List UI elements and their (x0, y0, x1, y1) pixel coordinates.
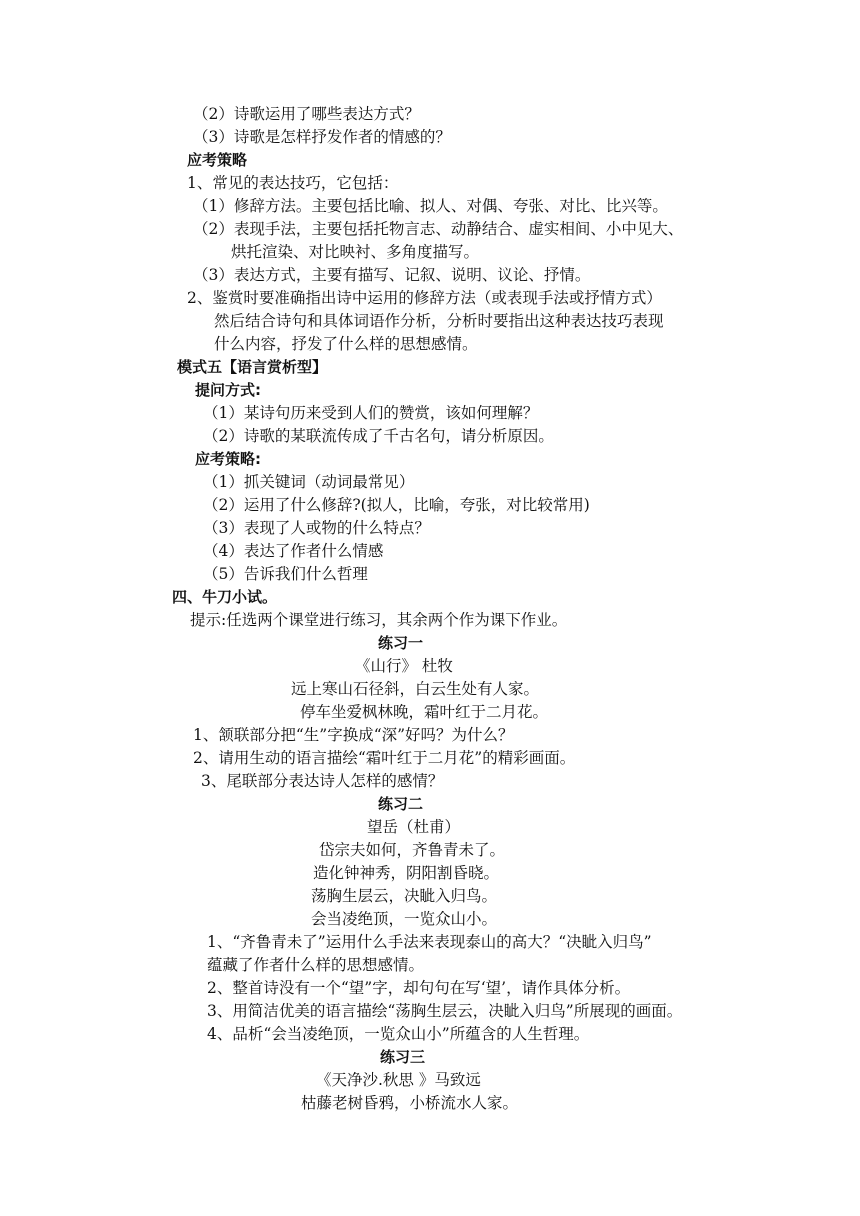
exercise-two-poem-line-2: 造化钟神秀，阴阳割昏晓。 (313, 864, 500, 882)
exercise-two-poem-title: 望岳（杜甫） (367, 818, 461, 836)
strategy2-item-4: （4）表达了作者什么情感 (203, 542, 384, 560)
exercise-two-question-2: 2、整首诗没有一个“望”字，却句句在写‘望’，请作具体分析。 (207, 979, 631, 997)
exercise-one-question-2: 2、请用生动的语言描绘“霜叶红于二月花”的精彩画面。 (193, 749, 576, 767)
practice-hint: 提示:任选两个课堂进行练习，其余两个作为课下作业。 (190, 611, 568, 629)
exercise-one-poem-line-2: 停车坐爱枫林晚，霜叶红于二月花。 (300, 703, 549, 721)
strategy-subitem-techniques-cont: 烘托渲染、对比映衬、多角度描写。 (231, 243, 480, 261)
exercise-one-poem-title: 《山行》 杜牧 (355, 657, 453, 675)
strategy2-item-5: （5）告诉我们什么哲理 (203, 565, 368, 583)
exercise-one-poem-line-1: 远上寒山石径斜，白云生处有人家。 (291, 680, 540, 698)
exercise-one-question-1: 1、颔联部分把“生”字换成“深”好吗？为什么？ (193, 726, 514, 744)
question-method-item-1: （1）某诗句历来受到人们的赞赏，该如何理解？ (203, 404, 539, 422)
strategy-subitem-techniques: （2）表现手法，主要包括托物言志、动静结合、虚实相间、小中见大、 (193, 220, 684, 238)
exercise-two-question-3: 3、用简洁优美的语言描绘“荡胸生层云，决眦入归鸟”所展现的画面。 (207, 1002, 683, 1020)
strategy2-item-2: （2）运用了什么修辞?(拟人，比喻，夸张，对比较常用) (203, 496, 590, 514)
question-method-heading: 提问方式: (195, 381, 261, 399)
exercise-two-poem-line-4: 会当凌绝顶，一览众山小。 (311, 910, 498, 928)
strategy-item-2-cont-a: 然后结合诗句和具体词语作分析，分析时要指出这种表达技巧表现 (214, 312, 664, 330)
strategy-heading: 应考策略 (187, 151, 248, 169)
question-expression-mode: （2）诗歌运用了哪些表达方式？ (193, 105, 420, 123)
exercise-three-poem-title: 《天净沙.秋思 》马致远 (316, 1071, 481, 1089)
strategy-heading-2: 应考策略: (195, 450, 261, 468)
exercise-three-poem-line-1: 枯藤老树昏鸦，小桥流水人家。 (301, 1094, 519, 1112)
mode-five-heading: 模式五【语言赏析型】 (177, 358, 328, 376)
exercise-two-title: 练习二 (378, 795, 424, 813)
exercise-three-title: 练习三 (380, 1048, 426, 1066)
exercise-one-question-3: 3、尾联部分表达诗人怎样的感情？ (201, 772, 444, 790)
exercise-two-poem-line-3: 荡胸生层云，决眦入归鸟。 (311, 887, 498, 905)
question-method-item-2: （2）诗歌的某联流传成了千古名句，请分析原因。 (203, 427, 554, 445)
strategy2-item-1: （1）抓关键词（动词最常见） (203, 473, 415, 491)
strategy-item-1: 1、常见的表达技巧，它包括： (187, 174, 399, 192)
exercise-two-question-1-cont: 蕴藏了作者什么样的思想感情。 (207, 956, 425, 974)
exercise-two-question-1: 1、“齐鲁青未了”运用什么手法来表现泰山的高大？“决眦入归鸟” (207, 933, 652, 951)
exercise-one-title: 练习一 (378, 634, 424, 652)
exercise-two-question-4: 4、品析“会当凌绝顶，一览众山小”所蕴含的人生哲理。 (207, 1025, 590, 1043)
strategy-subitem-rhetoric: （1）修辞方法。主要包括比喻、拟人、对偶、夸张、对比、比兴等。 (193, 197, 668, 215)
question-emotion-expression: （3）诗歌是怎样抒发作者的情感的？ (193, 128, 451, 146)
section-four-heading: 四、牛刀小试。 (172, 588, 278, 606)
strategy-item-2-cont-b: 什么内容，抒发了什么样的思想感情。 (214, 335, 478, 353)
strategy-subitem-expression: （3）表达方式，主要有描写、记叙、说明、议论、抒情。 (193, 266, 591, 284)
strategy-item-2: 2、鉴赏时要准确指出诗中运用的修辞方法（或表现手法或抒情方式） (187, 289, 662, 307)
exercise-two-poem-line-1: 岱宗夫如何，齐鲁青未了。 (319, 841, 506, 859)
strategy2-item-3: （3）表现了人或物的什么特点？ (203, 519, 430, 537)
